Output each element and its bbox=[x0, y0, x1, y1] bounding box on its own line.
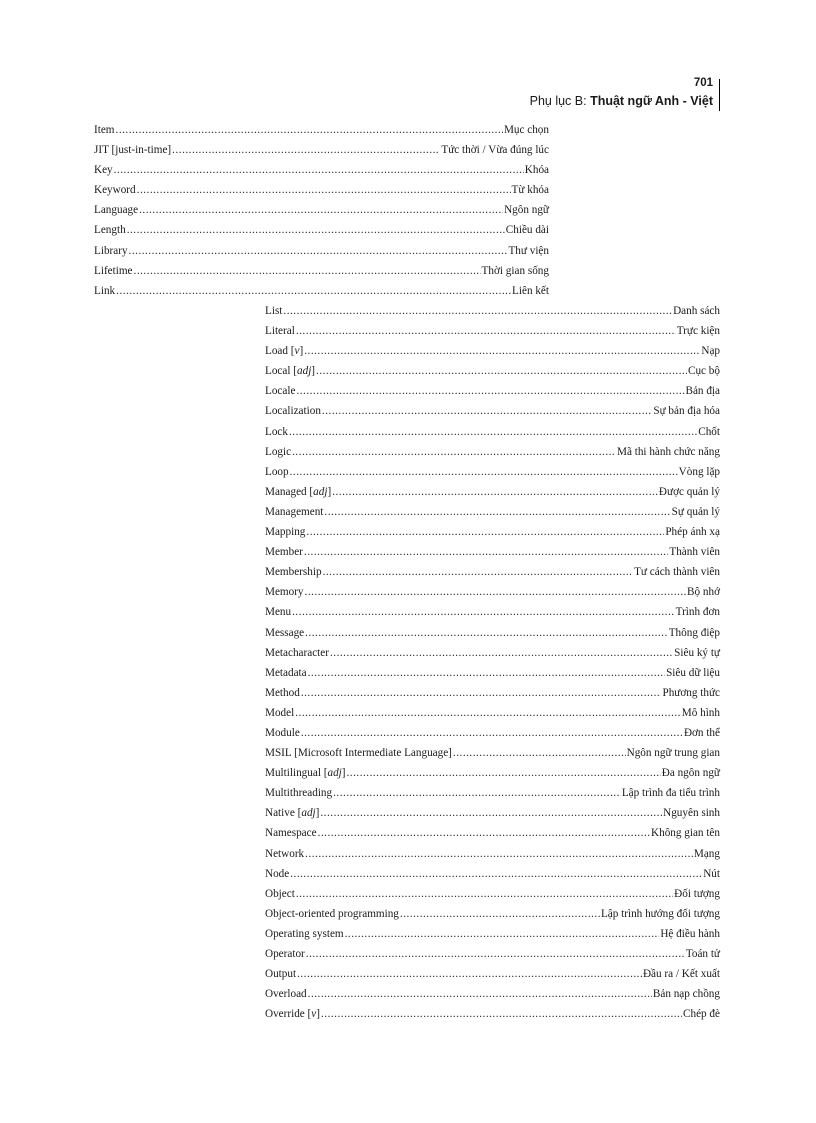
glossary-definition: Sự bản địa hóa bbox=[653, 405, 720, 418]
glossary-definition: Phương thức bbox=[662, 686, 720, 699]
glossary-entry bbox=[265, 908, 720, 928]
glossary-entry bbox=[94, 144, 549, 164]
glossary-definition: Nạp bbox=[701, 345, 720, 358]
dot-leader bbox=[172, 144, 440, 156]
glossary-term bbox=[94, 204, 138, 216]
glossary-entry bbox=[265, 325, 720, 345]
dot-leader bbox=[308, 667, 665, 679]
page-number: 701 bbox=[693, 77, 713, 89]
glossary-definition: Siêu ký tự bbox=[674, 646, 720, 659]
glossary-term bbox=[265, 365, 315, 377]
glossary-entry bbox=[94, 224, 549, 244]
term-modifier-close: ] bbox=[299, 345, 304, 358]
dot-leader bbox=[330, 647, 673, 659]
dot-leader bbox=[305, 848, 693, 860]
dot-leader bbox=[290, 466, 678, 478]
glossary-definition: Thư viện bbox=[508, 244, 549, 257]
term-text: Menu bbox=[265, 606, 292, 619]
glossary-term bbox=[94, 224, 126, 236]
glossary-term bbox=[265, 968, 296, 980]
term-text: Message bbox=[265, 626, 305, 639]
glossary-definition: Liên kết bbox=[512, 284, 549, 297]
glossary-definition: Bản địa bbox=[685, 385, 720, 398]
dot-leader bbox=[127, 224, 505, 236]
term-text: Node bbox=[265, 867, 290, 880]
term-text: Length bbox=[94, 224, 126, 237]
dot-leader bbox=[323, 566, 634, 578]
glossary-definition: Được quản lý bbox=[658, 485, 720, 498]
glossary-entry bbox=[265, 827, 720, 847]
glossary-term bbox=[265, 647, 329, 659]
glossary-definition: Bản nạp chồng bbox=[652, 988, 720, 1001]
glossary-term bbox=[94, 245, 128, 257]
glossary-term bbox=[265, 325, 295, 337]
dot-leader bbox=[305, 627, 668, 639]
dot-leader bbox=[297, 968, 642, 980]
term-text: JIT [just-in-time] bbox=[94, 144, 172, 157]
glossary-entry bbox=[265, 687, 720, 707]
glossary-term bbox=[265, 405, 321, 417]
term-text: Namespace bbox=[265, 827, 317, 840]
dot-leader bbox=[296, 888, 673, 900]
glossary-entry bbox=[265, 627, 720, 647]
dot-leader bbox=[290, 868, 702, 880]
glossary-entry bbox=[265, 466, 720, 486]
term-text: Memory bbox=[265, 586, 304, 599]
term-modifier: v bbox=[311, 1008, 317, 1021]
dot-leader bbox=[347, 767, 661, 779]
glossary-entry bbox=[265, 667, 720, 687]
glossary-definition: Chép đè bbox=[683, 1008, 720, 1021]
glossary-term bbox=[265, 908, 399, 920]
term-text: Logic bbox=[265, 445, 292, 458]
glossary-entry bbox=[265, 446, 720, 466]
glossary-entry bbox=[265, 365, 720, 385]
glossary-entry bbox=[265, 426, 720, 446]
running-title bbox=[530, 93, 713, 110]
glossary-entry bbox=[265, 868, 720, 888]
dot-leader bbox=[318, 827, 650, 839]
glossary-definition: Bộ nhớ bbox=[687, 586, 720, 599]
term-modifier: adj bbox=[327, 767, 342, 780]
glossary-definition: Ngôn ngữ trung gian bbox=[626, 747, 720, 760]
appendix-label: Phụ lục B: bbox=[529, 94, 591, 108]
term-modifier-close: ] bbox=[311, 365, 316, 378]
term-text: Override [ bbox=[265, 1008, 312, 1021]
glossary-definition: Tức thời / Vừa đúng lúc bbox=[441, 144, 549, 157]
term-modifier: v bbox=[294, 345, 300, 358]
glossary-term bbox=[265, 888, 295, 900]
term-text: Management bbox=[265, 505, 324, 518]
glossary-entry bbox=[265, 767, 720, 787]
glossary-term bbox=[94, 144, 171, 156]
glossary-term bbox=[94, 184, 136, 196]
term-text: Lock bbox=[265, 425, 288, 438]
glossary-definition: Mã thi hành chức năng bbox=[617, 445, 720, 458]
glossary-column-1 bbox=[94, 124, 549, 305]
glossary-term bbox=[265, 486, 331, 498]
glossary-term bbox=[265, 466, 289, 478]
dot-leader bbox=[301, 687, 662, 699]
dot-leader bbox=[283, 305, 672, 317]
term-modifier-close: ] bbox=[316, 1008, 320, 1021]
glossary-entry bbox=[94, 164, 549, 184]
glossary-definition: Thành viên bbox=[669, 546, 720, 559]
glossary-definition: Ngôn ngữ bbox=[504, 204, 549, 217]
glossary-term bbox=[265, 727, 300, 739]
glossary-definition: Cục bộ bbox=[687, 365, 720, 378]
dot-leader bbox=[139, 204, 503, 216]
glossary-term bbox=[265, 305, 282, 317]
glossary-entry bbox=[265, 345, 720, 365]
term-text: Multilingual [ bbox=[265, 767, 328, 780]
term-text: Metacharacter bbox=[265, 646, 329, 659]
glossary-entry bbox=[265, 506, 720, 526]
dot-leader bbox=[324, 506, 670, 518]
term-text: MSIL [Microsoft Intermediate Language] bbox=[265, 747, 452, 760]
glossary-definition: Siêu dữ liệu bbox=[666, 666, 720, 679]
dot-leader bbox=[306, 526, 664, 538]
term-text: Network bbox=[265, 847, 305, 860]
term-text: Loop bbox=[265, 465, 289, 478]
term-text: Multithreading bbox=[265, 787, 333, 800]
dot-leader bbox=[308, 988, 652, 1000]
glossary-term bbox=[94, 164, 113, 176]
term-modifier-close: ] bbox=[315, 807, 320, 820]
glossary-entry bbox=[265, 647, 720, 667]
glossary-term bbox=[94, 124, 115, 136]
glossary-definition: Trình đơn bbox=[675, 606, 720, 619]
dot-leader bbox=[316, 365, 687, 377]
dot-leader bbox=[304, 546, 668, 558]
glossary-entry bbox=[265, 566, 720, 586]
dot-leader bbox=[296, 385, 684, 397]
glossary-entry bbox=[265, 848, 720, 868]
term-text: Managed [ bbox=[265, 485, 314, 498]
glossary-term bbox=[94, 265, 133, 277]
page-header bbox=[530, 74, 720, 110]
glossary-term bbox=[265, 928, 344, 940]
term-modifier: adj bbox=[313, 485, 328, 498]
term-text: Native [ bbox=[265, 807, 302, 820]
glossary-term bbox=[265, 526, 305, 538]
term-modifier-close: ] bbox=[327, 485, 332, 498]
glossary-entry bbox=[265, 707, 720, 727]
glossary-definition: Sự quản lý bbox=[671, 505, 720, 518]
term-modifier: adj bbox=[297, 365, 312, 378]
dot-leader bbox=[296, 325, 676, 337]
dot-leader bbox=[332, 486, 658, 498]
glossary-entry bbox=[265, 787, 720, 807]
glossary-entry bbox=[265, 727, 720, 747]
glossary-entry bbox=[265, 807, 720, 827]
term-text: Membership bbox=[265, 566, 322, 579]
glossary-definition: Khóa bbox=[524, 164, 549, 177]
dot-leader bbox=[322, 405, 652, 417]
term-text: Locale bbox=[265, 385, 296, 398]
term-text: Lifetime bbox=[94, 264, 133, 277]
term-text: Key bbox=[94, 164, 113, 177]
term-text: Keyword bbox=[94, 184, 136, 197]
dot-leader bbox=[333, 787, 621, 799]
glossary-entry bbox=[265, 606, 720, 626]
dot-leader bbox=[137, 184, 511, 196]
glossary-entry bbox=[94, 265, 549, 285]
glossary-definition: Lập trình đa tiểu trình bbox=[621, 787, 720, 800]
term-text: Operating system bbox=[265, 927, 344, 940]
term-text: Model bbox=[265, 706, 295, 719]
dot-leader bbox=[306, 948, 685, 960]
term-text: Link bbox=[94, 284, 116, 297]
glossary-definition: Từ khóa bbox=[511, 184, 549, 197]
glossary-entry bbox=[265, 385, 720, 405]
glossary-term bbox=[265, 868, 289, 880]
glossary-entry bbox=[265, 928, 720, 948]
glossary-definition: Chốt bbox=[698, 425, 720, 438]
glossary-entry bbox=[265, 747, 720, 767]
glossary-term bbox=[265, 586, 304, 598]
glossary-definition: Đối tượng bbox=[674, 887, 720, 900]
glossary-definition: Không gian tên bbox=[651, 827, 720, 840]
term-text: Output bbox=[265, 968, 297, 981]
dot-leader bbox=[116, 285, 511, 297]
glossary-definition: Mô hình bbox=[681, 706, 720, 719]
glossary-term bbox=[265, 948, 305, 960]
dot-leader bbox=[305, 586, 687, 598]
glossary-term bbox=[265, 627, 304, 639]
glossary-term bbox=[265, 687, 300, 699]
term-text: Local [ bbox=[265, 365, 297, 378]
term-text: Mapping bbox=[265, 526, 306, 539]
glossary-entry bbox=[265, 405, 720, 425]
appendix-title: Thuật ngữ Anh - Việt bbox=[590, 94, 713, 108]
glossary-term bbox=[265, 426, 288, 438]
glossary-definition: Lập trình hướng đối tượng bbox=[600, 907, 720, 920]
term-text: Overload bbox=[265, 988, 307, 1001]
glossary-term bbox=[265, 385, 295, 397]
glossary-entry bbox=[265, 988, 720, 1008]
term-text: Method bbox=[265, 686, 300, 699]
glossary-entry bbox=[94, 184, 549, 204]
glossary-definition: Thời gian sống bbox=[481, 264, 549, 277]
term-text: Library bbox=[94, 244, 128, 257]
dot-leader bbox=[292, 446, 616, 458]
term-text: Object-oriented programming bbox=[265, 907, 399, 920]
glossary-term bbox=[265, 506, 323, 518]
term-text: Literal bbox=[265, 325, 295, 338]
dot-leader bbox=[295, 707, 681, 719]
glossary-column-2 bbox=[265, 305, 720, 1028]
glossary-term bbox=[265, 566, 322, 578]
glossary-definition: Toán tử bbox=[685, 948, 720, 960]
glossary-definition: Danh sách bbox=[673, 305, 720, 317]
glossary-definition: Phép ánh xạ bbox=[665, 526, 720, 539]
term-text: Localization bbox=[265, 405, 321, 418]
dot-leader bbox=[116, 124, 503, 136]
dot-leader bbox=[114, 164, 524, 176]
glossary-definition: Vòng lặp bbox=[678, 465, 720, 478]
glossary-entry bbox=[265, 948, 720, 968]
glossary-term bbox=[94, 285, 115, 297]
glossary-term bbox=[265, 807, 319, 819]
term-text: Member bbox=[265, 546, 303, 559]
dot-leader bbox=[129, 245, 508, 257]
glossary-definition: Đa ngôn ngữ bbox=[661, 767, 720, 780]
glossary-definition: Đơn thể bbox=[683, 726, 720, 739]
glossary-term bbox=[265, 787, 332, 799]
glossary-entry bbox=[265, 526, 720, 546]
glossary-term bbox=[265, 546, 303, 558]
glossary-entry bbox=[265, 486, 720, 506]
glossary-entry bbox=[265, 305, 720, 325]
glossary-term bbox=[265, 747, 452, 759]
glossary-entry bbox=[265, 968, 720, 988]
term-text: Item bbox=[94, 124, 115, 136]
glossary-entry bbox=[94, 124, 549, 144]
glossary-entry bbox=[265, 586, 720, 606]
dot-leader bbox=[453, 747, 626, 759]
term-text: Language bbox=[94, 204, 139, 217]
glossary-definition: Chiều dài bbox=[505, 224, 549, 237]
glossary-definition: Mạng bbox=[693, 847, 720, 860]
glossary-definition: Hệ điều hành bbox=[660, 927, 720, 940]
glossary-term bbox=[265, 827, 317, 839]
term-text: Load [ bbox=[265, 345, 295, 358]
dot-leader bbox=[321, 1008, 682, 1020]
term-modifier: adj bbox=[301, 807, 316, 820]
glossary-entry bbox=[265, 546, 720, 566]
dot-leader bbox=[345, 928, 660, 940]
dot-leader bbox=[292, 606, 675, 618]
dot-leader bbox=[304, 345, 700, 357]
glossary-definition: Thông điệp bbox=[668, 626, 720, 639]
dot-leader bbox=[134, 265, 481, 277]
glossary-definition: Đầu ra / Kết xuất bbox=[642, 968, 720, 981]
glossary-term bbox=[265, 606, 291, 618]
glossary-term bbox=[265, 1008, 320, 1020]
term-text: Operator bbox=[265, 948, 305, 960]
glossary-entry bbox=[94, 245, 549, 265]
glossary-definition: Tư cách thành viên bbox=[634, 566, 720, 579]
dot-leader bbox=[320, 807, 662, 819]
dot-leader bbox=[301, 727, 683, 739]
term-text: List bbox=[265, 305, 283, 317]
glossary-entry bbox=[94, 204, 549, 224]
glossary-entry bbox=[94, 285, 549, 305]
glossary-entry bbox=[265, 888, 720, 908]
glossary-term bbox=[265, 848, 304, 860]
glossary-definition: Nút bbox=[703, 867, 720, 880]
glossary-entry bbox=[265, 1008, 720, 1028]
glossary-term bbox=[265, 767, 346, 779]
term-text: Object bbox=[265, 887, 295, 900]
header-rule bbox=[719, 79, 721, 111]
glossary-definition: Nguyên sinh bbox=[663, 807, 720, 820]
dot-leader bbox=[400, 908, 600, 920]
term-modifier-close: ] bbox=[341, 767, 346, 780]
glossary-term bbox=[265, 446, 291, 458]
glossary-definition: Trực kiện bbox=[676, 325, 720, 338]
term-text: Metadata bbox=[265, 666, 307, 679]
glossary-definition: Mục chọn bbox=[503, 124, 549, 136]
term-text: Module bbox=[265, 726, 300, 739]
glossary-term bbox=[265, 988, 307, 1000]
glossary-term bbox=[265, 345, 303, 357]
glossary-term bbox=[265, 667, 307, 679]
dot-leader bbox=[289, 426, 697, 438]
glossary-term bbox=[265, 707, 294, 719]
